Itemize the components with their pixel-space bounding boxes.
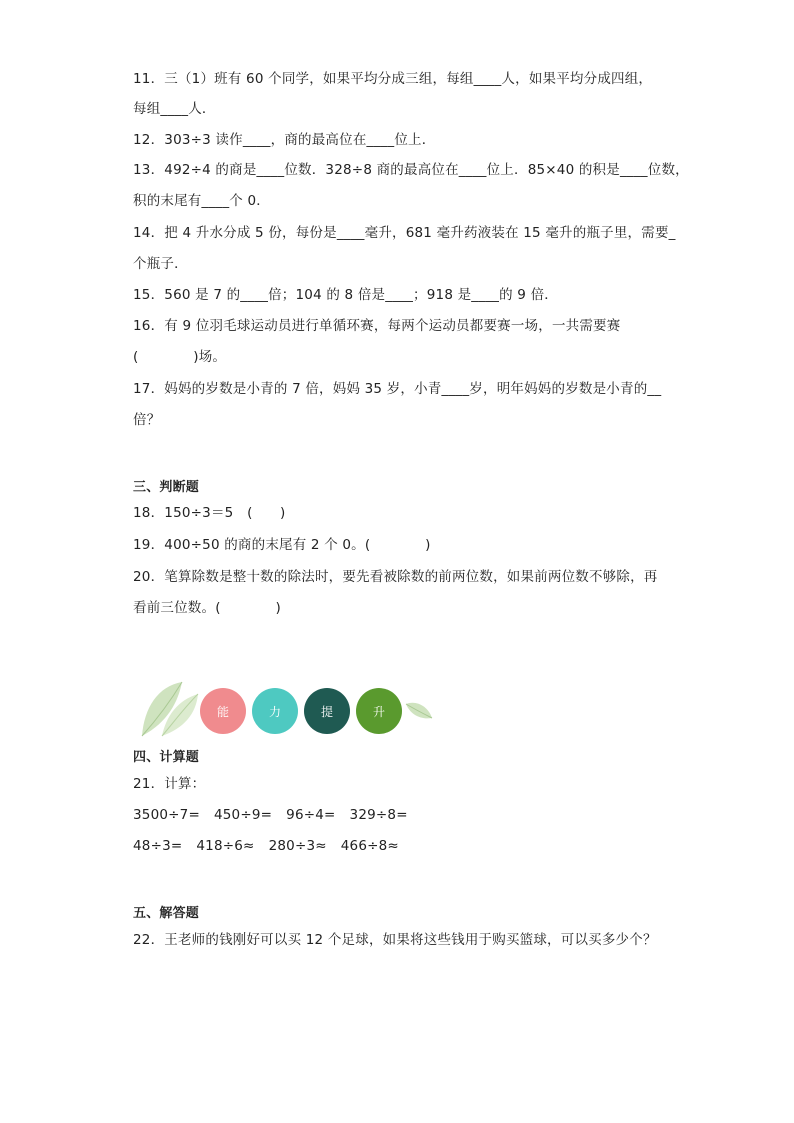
question-14-line-2: 个瓶子． [133,256,188,272]
banner-char-li: 力 [268,704,281,719]
question-16-line-2: ( )场。 [133,349,227,365]
small-leaf-icon [404,700,434,722]
calc-row-2 [133,837,413,855]
leaf-decoration-icon [138,678,208,738]
question-14-line-1: 14．把 4 升水分成 5 份，每份是____毫升，681 毫升药液装在 15 毫升的瓶子里，需要_ [133,225,676,241]
banner-circle-sheng [356,688,402,734]
calc-item: 280÷3≈ [268,838,327,854]
question-21: 21．计算： [133,776,206,792]
calc-item: 96÷4= [286,807,336,823]
question-19: 19．400÷50 的商的末尾有 2 个 0。( ) [133,537,431,553]
banner-char-ti: 提 [320,704,333,719]
question-17-line-1: 17．妈妈的岁数是小青的 7 倍，妈妈 35 岁，小青____岁，明年妈妈的岁数是小青的__ [133,381,662,397]
calc-item: 418÷6≈ [196,838,255,854]
calc-item: 3500÷7= [133,807,200,823]
banner-char-sheng: 升 [372,704,385,719]
question-11-line-2: 每组____人． [133,101,216,117]
banner-circle-neng [200,688,246,734]
question-18: 18．150÷3＝5 ( ) [133,505,286,521]
question-12: 12．303÷3 读作____，商的最高位在____位上． [133,132,436,148]
question-11-line-1: 11．三（1）班有 60 个同学，如果平均分成三组，每组____人，如果平均分成四组， [133,71,653,87]
question-22: 22．王老师的钱刚好可以买 12 个足球，如果将这些钱用于购买篮球，可以买多少个？ [133,932,657,948]
ability-banner [138,678,438,738]
question-20-line-2: 看前三位数。( ) [133,600,281,616]
question-20-line-1: 20．笔算除数是整十数的除法时，要先看被除数的前两位数，如果前两位数不够除，再 [133,569,658,585]
question-16-line-1: 16．有 9 位羽毛球运动员进行单循环赛，每两个运动员都要赛一场，一共需要赛 [133,318,621,334]
banner-char-neng: 能 [216,704,229,719]
banner-circle-ti [304,688,350,734]
question-13-line-2: 积的末尾有____个 0． [133,193,270,209]
question-13-line-1: 13．492÷4 的商是____位数．328÷8 商的最高位在____位上．85×40 的积是____位数， [133,162,689,178]
calc-item: 48÷3= [133,838,183,854]
section-4-title: 四、计算题 [133,750,200,765]
question-15: 15．560 是 7 的____倍；104 的 8 倍是____；918 是____的 9 倍． [133,287,558,303]
section-3-title: 三、判断题 [133,480,200,495]
calc-item: 329÷8= [349,807,408,823]
question-17-line-2: 倍？ [133,412,161,428]
calc-item: 466÷8≈ [340,838,399,854]
banner-circle-li [252,688,298,734]
calc-row-1 [133,806,422,824]
section-5-title: 五、解答题 [133,906,200,921]
calc-item: 450÷9= [213,807,273,823]
